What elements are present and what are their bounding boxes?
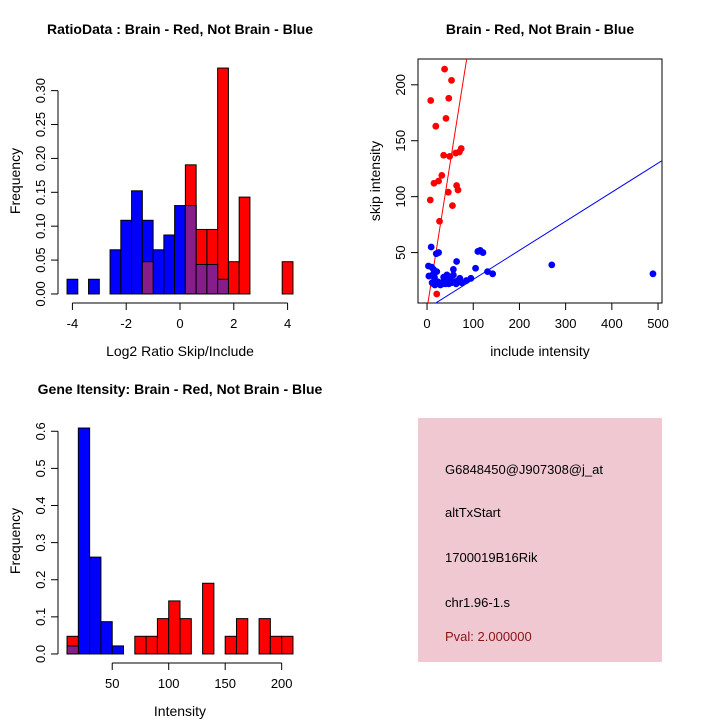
- data-point: [450, 266, 457, 273]
- hist-bar: [101, 622, 112, 654]
- y-tick-label: 0.00: [33, 281, 48, 307]
- hist-bar: [90, 557, 101, 654]
- y-tick-label: 0.6: [33, 422, 48, 441]
- hist-bar: [89, 279, 100, 294]
- hist-bar: [110, 250, 121, 294]
- hist-series-blue: [67, 428, 123, 654]
- data-point: [428, 244, 435, 251]
- y-axis: [33, 422, 58, 663]
- info-line: chr1.96-1.s: [445, 595, 511, 610]
- gene-info-panel: [360, 360, 720, 720]
- x-axis: [423, 303, 668, 331]
- y-tick-label: 200: [393, 73, 408, 96]
- data-point: [445, 95, 452, 102]
- data-point: [432, 123, 439, 130]
- y-tick-label: 0.4: [33, 496, 48, 515]
- x-tick-label: 50: [104, 676, 120, 691]
- hist-bar: [218, 279, 229, 294]
- y-tick-label: 50: [393, 245, 408, 260]
- data-point: [458, 145, 465, 152]
- hist-bar: [78, 428, 89, 654]
- y-tick-label: 0.10: [33, 213, 48, 239]
- x-tick-label: -2: [120, 316, 132, 331]
- data-point: [449, 202, 456, 209]
- hist-bar: [203, 583, 214, 654]
- x-tick-label: 0: [423, 316, 431, 331]
- hist-bar: [218, 68, 229, 294]
- data-point: [440, 274, 447, 281]
- x-axis: [67, 303, 292, 331]
- y-axis-title: Frequency: [7, 147, 23, 215]
- hist-bar: [169, 601, 180, 654]
- y-tick-label: 0.15: [33, 179, 48, 205]
- y-tick-label: 100: [393, 185, 408, 208]
- info-line: G6848450@J907308@j_at: [445, 462, 603, 477]
- x-axis-title: Log2 Ratio Skip/Include: [106, 343, 254, 359]
- gene-intensity-histogram-panel: [0, 360, 360, 720]
- y-axis-title: Frequency: [7, 507, 23, 575]
- data-point: [436, 218, 443, 225]
- data-point: [445, 189, 452, 196]
- fit-lines: [418, 0, 662, 360]
- data-point: [548, 261, 555, 268]
- x-tick-label: 200: [508, 316, 531, 331]
- hist-bar: [225, 636, 236, 654]
- y-tick-label: 0.30: [33, 77, 48, 104]
- data-point: [458, 279, 465, 286]
- data-point: [440, 152, 447, 159]
- hist-bar: [270, 636, 281, 654]
- x-axis-title: Intensity: [153, 703, 207, 719]
- info-box: [418, 418, 662, 662]
- y-axis: [393, 74, 418, 260]
- data-point: [433, 291, 440, 298]
- hist-bar: [207, 264, 218, 293]
- y-axis-title: skip intensity: [367, 140, 383, 222]
- hist-bar: [67, 646, 78, 654]
- hist-bar: [228, 262, 239, 294]
- hist-bar: [142, 262, 153, 294]
- y-tick-label: 0.0: [33, 644, 48, 664]
- y-tick-label: 0.2: [33, 570, 48, 589]
- y-tick-label: 0.20: [33, 145, 48, 172]
- data-point: [435, 178, 442, 185]
- hist-bar: [180, 619, 191, 654]
- hist-bar: [112, 646, 123, 654]
- x-tick-label: 100: [157, 676, 180, 691]
- y-axis: [33, 78, 58, 307]
- hist-bar: [67, 279, 78, 294]
- hist-bar: [185, 206, 196, 294]
- points-blue: [425, 244, 656, 289]
- data-point: [446, 153, 453, 160]
- info-line: Pval: 2.000000: [445, 629, 532, 644]
- hist-bar: [135, 636, 146, 654]
- hist-bar: [236, 619, 247, 654]
- hist-bar: [121, 220, 132, 294]
- x-tick-label: 500: [647, 316, 669, 331]
- x-axis: [105, 663, 293, 691]
- y-tick-label: 0.05: [33, 247, 48, 273]
- panel-title: RatioData : Brain - Red, Not Brain - Blue: [46, 21, 314, 37]
- hist-bar: [282, 262, 293, 294]
- data-point: [453, 258, 460, 265]
- x-tick-label: 0: [176, 316, 184, 331]
- x-tick-label: 300: [554, 316, 577, 331]
- data-point: [427, 197, 434, 204]
- data-point: [427, 97, 434, 104]
- hist-bar: [153, 250, 164, 294]
- x-tick-label: 4: [283, 316, 292, 331]
- intensity-scatter-panel: [360, 0, 720, 360]
- hist-bar: [259, 619, 270, 654]
- ratio-histogram-panel: [0, 0, 360, 360]
- y-tick-label: 0.25: [33, 111, 48, 138]
- x-tick-label: 200: [270, 676, 293, 691]
- y-tick-label: 0.5: [33, 459, 48, 478]
- hist-bar: [175, 206, 186, 294]
- data-point: [455, 187, 462, 194]
- x-tick-label: 100: [462, 316, 485, 331]
- hist-bar: [164, 235, 175, 294]
- y-tick-label: 0.1: [33, 607, 48, 626]
- hist-bar: [239, 197, 250, 294]
- data-point: [443, 115, 450, 122]
- info-line: altTxStart: [445, 505, 501, 520]
- panel-title: Brain - Red, Not Brain - Blue: [445, 21, 635, 37]
- y-tick-label: 150: [393, 129, 408, 152]
- hist-bar: [196, 264, 207, 293]
- x-tick-label: -4: [66, 316, 79, 331]
- hist-series-overlap_purple: [67, 646, 78, 654]
- data-point: [468, 275, 475, 282]
- data-point: [489, 270, 496, 277]
- hist-bar: [157, 619, 168, 654]
- panel-title: Gene Itensity: Brain - Red, Not Brain - Blue: [37, 381, 323, 397]
- info-line: 1700019B16Rik: [445, 550, 538, 565]
- hist-bar: [146, 636, 157, 654]
- x-tick-label: 150: [214, 676, 237, 691]
- hist-bar: [132, 191, 143, 294]
- x-tick-label: 2: [230, 316, 238, 331]
- hist-bar: [282, 636, 293, 654]
- x-tick-label: 400: [600, 316, 623, 331]
- data-point: [448, 77, 455, 84]
- red-fit-line: [418, 0, 662, 360]
- data-point: [650, 270, 657, 277]
- data-point: [472, 265, 479, 272]
- data-point: [441, 66, 448, 73]
- data-point: [435, 249, 442, 256]
- y-tick-label: 0.3: [33, 533, 48, 552]
- x-axis-title: include intensity: [490, 343, 590, 359]
- data-point: [480, 249, 487, 256]
